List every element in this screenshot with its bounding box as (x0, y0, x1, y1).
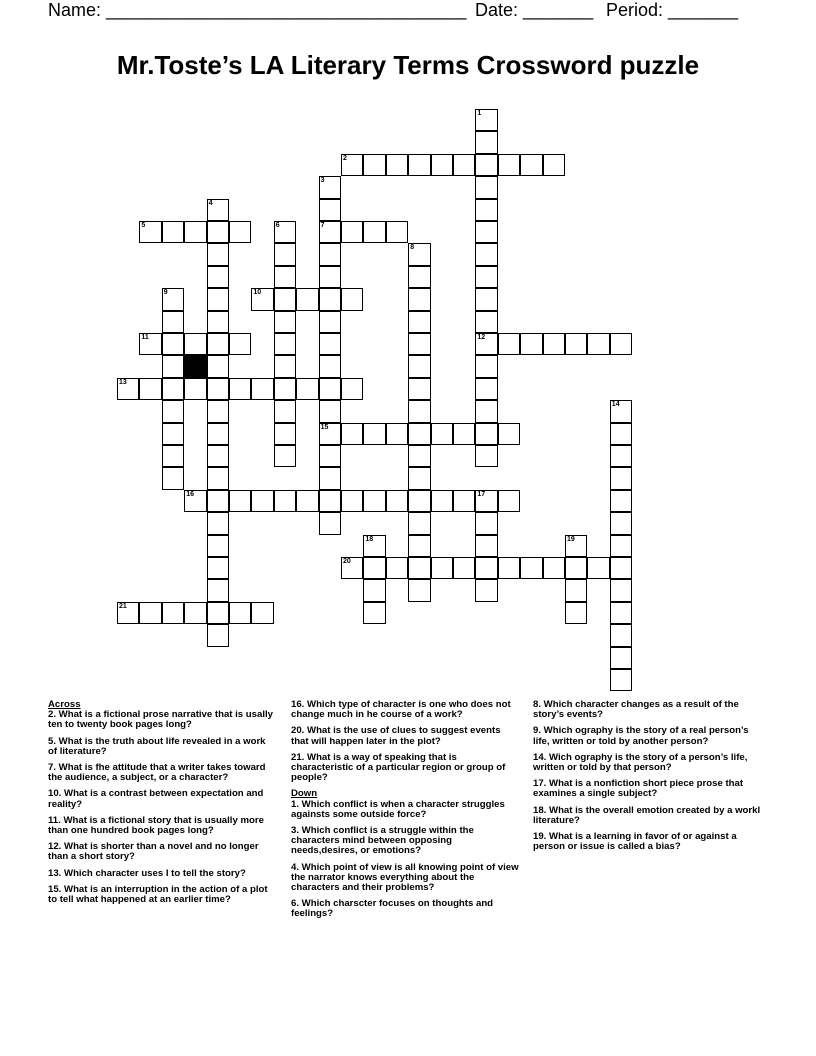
clue-item (291, 700, 519, 720)
crossword-cell[interactable] (610, 579, 632, 601)
crossword-cell[interactable] (453, 154, 475, 176)
crossword-cell[interactable] (162, 333, 184, 355)
crossword-cell[interactable] (498, 333, 520, 355)
clue-item-number: 12. (48, 841, 62, 853)
crossword-cell[interactable] (207, 490, 229, 512)
crossword-cell[interactable] (431, 490, 453, 512)
crossword-cell[interactable] (274, 445, 296, 467)
crossword-cell[interactable] (610, 669, 632, 691)
crossword-cell[interactable] (610, 333, 632, 355)
crossword-cell[interactable] (162, 602, 184, 624)
crossword-cell[interactable] (207, 579, 229, 601)
crossword-cell[interactable] (207, 535, 229, 557)
crossword-cell[interactable] (408, 243, 430, 265)
crossword-cell[interactable] (543, 333, 565, 355)
crossword-cell[interactable] (341, 288, 363, 310)
crossword-cell[interactable] (296, 378, 318, 400)
clue-item-text: What is a fictional story that is usually more than one hundred book pages long? (48, 814, 264, 837)
crossword-cell[interactable] (363, 535, 385, 557)
crossword-cell[interactable] (587, 557, 609, 579)
crossword-cell[interactable] (431, 557, 453, 579)
crossword-cell[interactable] (207, 311, 229, 333)
crossword-cell[interactable] (139, 602, 161, 624)
crossword-cell[interactable] (207, 288, 229, 310)
crossword-cell[interactable] (408, 378, 430, 400)
crossword-cell[interactable] (207, 243, 229, 265)
crossword-cell[interactable] (319, 467, 341, 489)
crossword-cell[interactable] (610, 423, 632, 445)
crossword-cell[interactable] (610, 400, 632, 422)
crossword-cell[interactable] (251, 288, 273, 310)
clue-item-number: 2. (48, 709, 57, 721)
clue-item (533, 832, 765, 852)
clue-item-number: 15. (48, 883, 62, 895)
crossword-cell[interactable] (117, 602, 139, 624)
crossword-cell[interactable] (475, 535, 497, 557)
crossword-cell[interactable] (319, 490, 341, 512)
crossword-cell[interactable] (162, 378, 184, 400)
clue-item-text: What is fhe attitude that a writer takes toward the audience, a subject, or a character? (48, 762, 266, 784)
clue-item-text: Which character changes as a result of the story’s events? (533, 699, 739, 721)
clue-item-number: 8. (533, 699, 542, 710)
crossword-cell[interactable] (341, 557, 363, 579)
clues-column-2 (291, 700, 519, 926)
across-heading: Across (48, 699, 81, 710)
crossword-cell[interactable] (319, 423, 341, 445)
clue-number: 13 (119, 378, 127, 386)
clue-item (291, 899, 519, 919)
crossword-cell[interactable] (408, 311, 430, 333)
clue-number: 6 (275, 222, 280, 229)
clue-item-text: What is a learning in favor of or against a person or issue is called a bias? (533, 831, 737, 853)
crossword-cell[interactable] (475, 176, 497, 198)
crossword-cell[interactable] (319, 355, 341, 377)
crossword-cell[interactable] (475, 355, 497, 377)
crossword-cell[interactable] (498, 423, 520, 445)
crossword-cell[interactable] (274, 423, 296, 445)
crossword-cell[interactable] (251, 602, 273, 624)
crossword-cell[interactable] (207, 445, 229, 467)
crossword-cell[interactable] (610, 490, 632, 512)
crossword-cell[interactable] (565, 557, 587, 579)
crossword-cell[interactable] (117, 378, 139, 400)
crossword-cell[interactable] (162, 400, 184, 422)
clue-item-number: 5. (48, 735, 57, 747)
crossword-cell[interactable] (207, 467, 229, 489)
clues-column-1 (48, 700, 276, 911)
clue-item (48, 842, 276, 862)
crossword-cell[interactable] (229, 490, 251, 512)
clue-number: 15 (320, 423, 329, 431)
crossword-cell[interactable] (363, 579, 385, 601)
name-field[interactable]: Name: ____________________________________ (48, 0, 467, 20)
crossword-cell[interactable] (610, 467, 632, 489)
crossword-cell[interactable] (610, 445, 632, 467)
crossword-cell[interactable] (319, 445, 341, 467)
clue-item-text: Which conflict is when a character struggles againsts some outside force? (291, 798, 505, 820)
crossword-cell[interactable] (408, 423, 430, 445)
crossword-cell[interactable] (475, 557, 497, 579)
clue-item-text: What is the truth about life revealed in a work of literature? (48, 735, 266, 757)
clue-item-text: Which point of view is all knowing point of view the narrator knows everything about the characters and their problems? (291, 861, 519, 894)
down-heading: Down (291, 788, 318, 800)
clue-item-number: 10. (48, 788, 62, 800)
crossword-cell[interactable] (610, 624, 632, 646)
crossword-cell[interactable] (207, 423, 229, 445)
crossword-cell[interactable] (319, 266, 341, 288)
clue-item (48, 816, 276, 836)
clue-number: 11 (141, 334, 149, 341)
crossword-cell[interactable] (408, 288, 430, 310)
crossword-cell[interactable] (363, 602, 385, 624)
crossword-cell[interactable] (408, 266, 430, 288)
crossword-cell[interactable] (274, 266, 296, 288)
crossword-cell[interactable] (207, 557, 229, 579)
crossword-cell[interactable] (207, 602, 229, 624)
clues-column-3 (533, 700, 765, 858)
crossword-cell[interactable] (610, 557, 632, 579)
crossword-cell[interactable] (386, 557, 408, 579)
clue-item-number: 9. (533, 725, 542, 737)
clue-item-number: 17. (533, 778, 547, 790)
crossword-cell[interactable] (498, 490, 520, 512)
crossword-cell[interactable] (184, 378, 206, 400)
crossword-cell[interactable] (475, 423, 497, 445)
crossword-cell[interactable] (363, 221, 385, 243)
clue-item-text: What is the use of clues to suggest events that will happen later in the plot? (291, 725, 501, 747)
crossword-cell[interactable] (319, 378, 341, 400)
crossword-cell[interactable] (274, 355, 296, 377)
crossword-cell[interactable] (475, 199, 497, 221)
crossword-cell[interactable] (610, 602, 632, 624)
crossword-cell[interactable] (475, 378, 497, 400)
crossword-cell[interactable] (139, 221, 161, 243)
clue-item (48, 885, 276, 905)
crossword-cell[interactable] (408, 333, 430, 355)
clue-item-text: What is a fictional prose narrative that is usally ten to twenty book pages long? (48, 709, 274, 731)
clue-item-number: 11. (48, 814, 61, 826)
crossword-cell[interactable] (475, 512, 497, 534)
clue-number: 21 (119, 602, 127, 610)
crossword-cell[interactable] (251, 490, 273, 512)
crossword-cell[interactable] (229, 333, 251, 355)
crossword-cell[interactable] (475, 131, 497, 153)
crossword-cell[interactable] (341, 221, 363, 243)
crossword-cell[interactable] (274, 221, 296, 243)
crossword-cell[interactable] (475, 266, 497, 288)
clue-item-text: Which ography is the story of a real person’s life, written or told by another person? (533, 725, 749, 747)
crossword-cell[interactable] (274, 400, 296, 422)
clue-item-number: 6. (291, 898, 300, 910)
crossword-cell[interactable] (162, 423, 184, 445)
crossword-cell[interactable] (162, 221, 184, 243)
crossword-cell[interactable] (274, 378, 296, 400)
crossword-cell[interactable] (543, 557, 565, 579)
crossword-cell[interactable] (408, 355, 430, 377)
crossword-cell[interactable] (341, 490, 363, 512)
clue-item-text: Which character uses I to tell the story? (61, 867, 246, 879)
crossword-cell[interactable] (431, 154, 453, 176)
clue-item-number: 21. (291, 751, 305, 763)
clue-number: 3 (320, 177, 325, 185)
crossword-cell[interactable] (184, 602, 206, 624)
clue-item (48, 737, 276, 757)
clue-item-text: Which conflict is a struggle within the characters mind between opposing needs,desires, or emotions? (291, 825, 474, 857)
clue-item-text: What is shorter than a novel and no longer than a short story? (48, 841, 259, 863)
clue-item-number: 20. (291, 725, 305, 737)
crossword-cell[interactable] (274, 288, 296, 310)
crossword-cell[interactable] (363, 557, 385, 579)
crossword-cell[interactable] (319, 243, 341, 265)
crossword-cell[interactable] (207, 378, 229, 400)
crossword-cell[interactable] (274, 311, 296, 333)
crossword-cell[interactable] (251, 378, 273, 400)
clue-number: 8 (410, 244, 415, 252)
crossword-cell[interactable] (565, 602, 587, 624)
clue-item-text: What is a way of speaking that is characteristic of a particular region or group of people? (291, 751, 506, 784)
crossword-cell[interactable] (319, 333, 341, 355)
crossword-cell[interactable] (229, 221, 251, 243)
crossword-cell[interactable] (408, 535, 430, 557)
crossword-cell[interactable] (274, 490, 296, 512)
clue-item-number: 14. (533, 751, 547, 763)
crossword-cell[interactable] (319, 221, 341, 243)
crossword-cell[interactable] (274, 243, 296, 265)
crossword-cell[interactable] (520, 154, 542, 176)
clue-item (533, 726, 765, 746)
crossword-cell[interactable] (475, 243, 497, 265)
black-square (184, 355, 206, 377)
crossword-cell[interactable] (610, 512, 632, 534)
crossword-cell[interactable] (207, 199, 229, 221)
crossword-cell[interactable] (319, 176, 341, 198)
crossword-cell[interactable] (207, 400, 229, 422)
clue-number: 9 (163, 289, 168, 297)
clue-item (533, 753, 765, 773)
clue-item-text: What is the overall emotion created by a workl literature? (533, 804, 761, 826)
clue-item-text: Which charscter focuses on thoughts and feelings? (291, 898, 494, 920)
clue-item (533, 700, 765, 720)
clue-number: 14 (611, 401, 620, 409)
clue-number: 5 (141, 222, 146, 229)
crossword-cell[interactable] (274, 333, 296, 355)
crossword-cell[interactable] (475, 221, 497, 243)
crossword-cell[interactable] (453, 557, 475, 579)
crossword-cell[interactable] (565, 333, 587, 355)
clue-item-text: What is a contrast between expectation and reality? (48, 788, 264, 810)
clue-item-number: 1. (291, 798, 300, 810)
crossword-cell[interactable] (319, 288, 341, 310)
crossword-cell[interactable] (587, 333, 609, 355)
clue-item (48, 710, 276, 730)
crossword-cell[interactable] (207, 624, 229, 646)
clue-item-number: 18. (533, 804, 547, 816)
crossword-cell[interactable] (139, 333, 161, 355)
clue-number: 20 (343, 558, 351, 565)
crossword-cell[interactable] (386, 221, 408, 243)
crossword-cell[interactable] (207, 512, 229, 534)
crossword-cell[interactable] (431, 423, 453, 445)
page-title: Mr.Toste’s LA Literary Terms Crossword puzzle (116, 50, 700, 80)
period-field[interactable]: Period: _______ (606, 0, 739, 20)
crossword-cell[interactable] (319, 199, 341, 221)
clue-item-number: 7. (48, 762, 57, 774)
crossword-cell[interactable] (475, 400, 497, 422)
crossword-cell[interactable] (319, 512, 341, 534)
crossword-cell[interactable] (408, 557, 430, 579)
crossword-cell[interactable] (363, 490, 385, 512)
crossword-cell[interactable] (296, 490, 318, 512)
crossword-cell[interactable] (162, 288, 184, 310)
clue-number: 17 (477, 490, 486, 498)
crossword-cell[interactable] (475, 288, 497, 310)
crossword-cell[interactable] (408, 467, 430, 489)
crossword-cell[interactable] (453, 423, 475, 445)
crossword-cell[interactable] (475, 109, 497, 131)
crossword-cell[interactable] (386, 423, 408, 445)
clue-item-number: 3. (291, 825, 300, 837)
crossword-cell[interactable] (408, 512, 430, 534)
crossword-cell[interactable] (207, 221, 229, 243)
crossword-cell[interactable] (363, 154, 385, 176)
clue-item (291, 863, 519, 894)
crossword-cell[interactable] (565, 579, 587, 601)
clue-number: 12 (477, 334, 486, 341)
crossword-cell[interactable] (207, 266, 229, 288)
crossword-cell[interactable] (139, 378, 161, 400)
crossword-cell[interactable] (543, 154, 565, 176)
crossword-cell[interactable] (408, 490, 430, 512)
clue-number: 4 (208, 199, 213, 207)
clue-number: 19 (567, 535, 575, 543)
crossword-cell[interactable] (610, 535, 632, 557)
crossword-cell[interactable] (453, 490, 475, 512)
crossword-cell[interactable] (363, 423, 385, 445)
clue-item (48, 789, 276, 809)
clue-item (48, 869, 276, 879)
clue-item-text: Which type of character is one who does not change much in he course of a work? (291, 699, 511, 721)
crossword-cell[interactable] (386, 490, 408, 512)
clue-item-number: 19. (533, 831, 547, 843)
crossword-cell[interactable] (184, 490, 206, 512)
clue-number: 2 (343, 154, 347, 162)
clue-item-text: Wich ography is the story of a person’s life, written or told by that person? (533, 751, 748, 774)
crossword-cell[interactable] (341, 423, 363, 445)
crossword-cell[interactable] (229, 378, 251, 400)
clue-item-number: 4. (291, 861, 300, 873)
clue-item (291, 753, 519, 784)
crossword-cell[interactable] (498, 557, 520, 579)
crossword-cell[interactable] (162, 355, 184, 377)
crossword-cell[interactable] (475, 445, 497, 467)
clue-item (533, 806, 765, 826)
crossword-cell[interactable] (475, 490, 497, 512)
crossword-cell[interactable] (162, 467, 184, 489)
crossword-cell[interactable] (475, 333, 497, 355)
crossword-cell[interactable] (475, 154, 497, 176)
date-field[interactable]: Date: _______ (475, 0, 594, 20)
clue-number: 1 (477, 110, 482, 117)
clue-item-number: 13. (48, 867, 62, 879)
clue-item (291, 800, 519, 820)
crossword-cell[interactable] (408, 445, 430, 467)
clue-item-text: What is an interruption in the action of a plot to tell what happened at an earlier time? (48, 883, 268, 906)
crossword-cell[interactable] (475, 311, 497, 333)
crossword-cell[interactable] (229, 602, 251, 624)
crossword-cell[interactable] (207, 355, 229, 377)
clue-item (533, 779, 765, 799)
clue-number: 7 (320, 222, 325, 229)
clue-item (48, 763, 276, 783)
crossword-cell[interactable] (386, 154, 408, 176)
crossword-cell[interactable] (207, 333, 229, 355)
crossword-cell[interactable] (610, 647, 632, 669)
clue-item-number: 16. (291, 699, 305, 710)
clue-number: 16 (186, 490, 194, 498)
clue-item-text: What is a nonfiction short piece prose that examines a single subject? (533, 778, 744, 800)
crossword-cell[interactable] (184, 333, 206, 355)
crossword-cell[interactable] (520, 557, 542, 579)
crossword-cell[interactable] (319, 400, 341, 422)
crossword-cell[interactable] (475, 579, 497, 601)
crossword-cell[interactable] (520, 333, 542, 355)
crossword-cell[interactable] (296, 288, 318, 310)
crossword-cell[interactable] (341, 378, 363, 400)
crossword-cell[interactable] (408, 400, 430, 422)
clue-item (291, 726, 519, 746)
clue-number: 10 (253, 289, 262, 297)
crossword-cell[interactable] (162, 311, 184, 333)
crossword-cell[interactable] (162, 445, 184, 467)
crossword-cell[interactable] (319, 311, 341, 333)
crossword-cell[interactable] (341, 154, 363, 176)
crossword-cell[interactable] (184, 221, 206, 243)
crossword-cell[interactable] (565, 535, 587, 557)
clue-number: 18 (365, 535, 374, 543)
crossword-cell[interactable] (408, 579, 430, 601)
crossword-cell[interactable] (498, 154, 520, 176)
clue-item (291, 826, 519, 857)
crossword-cell[interactable] (408, 154, 430, 176)
